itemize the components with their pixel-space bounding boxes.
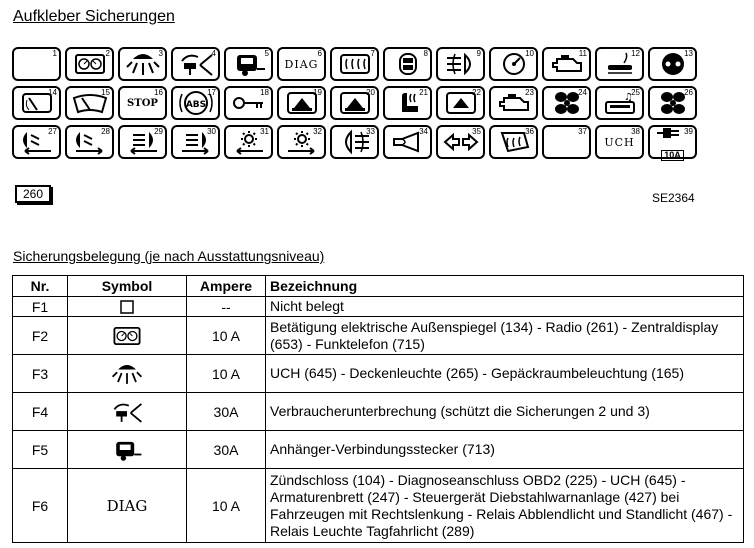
fuse-number: 12 (631, 49, 640, 58)
table-header-row (13, 276, 744, 297)
fuse-number: 27 (48, 127, 57, 136)
fuse-cell (277, 86, 326, 120)
symbol-text: DIAG (106, 496, 148, 515)
fuse-number: 14 (48, 88, 57, 97)
fuse-number: 22 (472, 88, 481, 97)
fuse-cell (65, 47, 114, 81)
fuse-ampere: -- (187, 297, 266, 317)
fuse-cell (330, 47, 379, 81)
fuse-nr: F6 (13, 469, 68, 543)
fuse-cell (648, 86, 697, 120)
fuse-sub-label: 10A (661, 150, 684, 161)
fuse-number: 24 (578, 88, 587, 97)
fuse-nr: F5 (13, 431, 68, 469)
page-title: Aufkleber Sicherungen (13, 8, 175, 25)
fuse-description: Anhänger-Verbindungsstecker (713) (266, 431, 744, 469)
trailer-icon (68, 431, 187, 469)
fuse-number: 34 (419, 127, 428, 136)
fuse-row (12, 125, 700, 159)
fuse-cell (595, 86, 644, 120)
fuse-nr: F3 (13, 355, 68, 393)
fuse-cell (383, 125, 432, 159)
fuse-cell (595, 47, 644, 81)
fuse-description: Betätigung elektrische Außenspiegel (134) - Radio (261) - Zentraldisplay (653) - Funktelefon (715) (266, 317, 744, 355)
fuse-cell (65, 86, 114, 120)
fuse-ampere: 30A (187, 431, 266, 469)
fuse-number: 13 (684, 49, 693, 58)
fuse-description: Zündschloss (104) - Diagnoseanschluss OBD2 (225) - UCH (645) - Armaturenbrett (247) - Steuergerät Diebstahlwarnanlage (427) bei Fahrzeugen mit Rechtslenkung - Relais Abblendlicht und Standlicht (467) - Relais Leuchte Tagfahrlicht (289) (266, 469, 744, 543)
dashboard-icon (68, 317, 187, 355)
fuse-number: 6 (317, 49, 322, 58)
fuse-number: 18 (260, 88, 269, 97)
empty-icon (68, 297, 187, 317)
fuse-cell (277, 47, 326, 81)
fuse-row (12, 86, 700, 120)
rear-defrost-icon (335, 51, 375, 77)
consumer-cutoff-icon (176, 51, 216, 77)
fuse-cell (171, 47, 220, 81)
fuse-cell (436, 47, 485, 81)
fuse-ampere: 30A (187, 393, 266, 431)
table-row (13, 431, 744, 469)
consumer-cutoff-icon (68, 393, 187, 431)
ceiling-light-icon (123, 51, 163, 77)
ceiling-light-icon (68, 355, 187, 393)
immobilizer-icon (388, 51, 428, 77)
fuse-cell (542, 86, 591, 120)
fuse-cell (12, 47, 61, 81)
fuse-number: 16 (154, 88, 163, 97)
fuse-cell (224, 86, 273, 120)
fuse-nr: F2 (13, 317, 68, 355)
fuse-number: 19 (313, 88, 322, 97)
fuse-number: 28 (101, 127, 110, 136)
fuse-number: 30 (207, 127, 216, 136)
fuse-text-label: DIAG (284, 57, 319, 71)
fuse-row (12, 47, 700, 81)
header-ampere: Ampere (187, 276, 266, 297)
fuse-number: 25 (631, 88, 640, 97)
section-title: Sicherungsbelegung (je nach Ausstattungsniveau) (13, 248, 325, 264)
fuse-number: 10 (525, 49, 534, 58)
fuse-cell (12, 125, 61, 159)
fuse-number: 3 (158, 49, 163, 58)
table-row (13, 469, 744, 543)
table-row (13, 355, 744, 393)
fuse-text-label: UCH (604, 135, 635, 149)
table-row (13, 393, 744, 431)
fuse-number: 8 (423, 49, 428, 58)
fuse-number: 20 (366, 88, 375, 97)
header-bezeichnung: Bezeichnung (266, 276, 744, 297)
fuse-cell (65, 125, 114, 159)
fuse-number: 26 (684, 88, 693, 97)
fuse-ampere: 10 A (187, 355, 266, 393)
fuse-cell (648, 125, 697, 159)
fuse-cell (277, 125, 326, 159)
fuse-cell (224, 47, 273, 81)
fuse-cell (118, 125, 167, 159)
fuse-number: 5 (264, 49, 269, 58)
trailer-icon (229, 51, 269, 77)
fuse-ampere: 10 A (187, 317, 266, 355)
fuse-number: 11 (578, 49, 587, 58)
fuse-cell (489, 86, 538, 120)
fuse-cell (648, 47, 697, 81)
fuse-description: Nicht belegt (266, 297, 744, 317)
fuse-nr: F1 (13, 297, 68, 317)
fuse-cell (171, 86, 220, 120)
fuse-cell (330, 125, 379, 159)
fuse-number: 2 (105, 49, 110, 58)
fuse-number: 29 (154, 127, 163, 136)
fuse-cell (118, 86, 167, 120)
reference-code: SE2364 (652, 191, 695, 205)
fuse-number: 39 (684, 127, 693, 136)
fuse-cell (383, 47, 432, 81)
svg-text:♫: ♫ (623, 92, 633, 103)
fuse-cell (436, 86, 485, 120)
fuse-ampere: 10 A (187, 469, 266, 543)
fuse-number: 7 (370, 49, 375, 58)
code-box: 260 (15, 185, 51, 203)
fuse-number: 31 (260, 127, 269, 136)
fuse-cell (489, 47, 538, 81)
fuse-table (12, 275, 744, 543)
fuse-number: 38 (631, 127, 640, 136)
fuse-cell (12, 86, 61, 120)
fuse-label-grid (12, 47, 700, 164)
fuse-number: 33 (366, 127, 375, 136)
fuse-description: Verbraucherunterbrechung (schützt die Sicherungen 2 und 3) (266, 393, 744, 431)
fuse-cell (383, 86, 432, 120)
fuse-cell (330, 86, 379, 120)
svg-text:ABS: ABS (185, 100, 206, 110)
fuse-description: UCH (645) - Deckenleuchte (265) - Gepäckraumbeleuchtung (165) (266, 355, 744, 393)
fuse-cell (118, 47, 167, 81)
header-nr: Nr. (13, 276, 68, 297)
fuse-cell (489, 125, 538, 159)
fuse-number: 1 (52, 49, 57, 58)
fuse-number: 21 (419, 88, 428, 97)
fuse-cell (436, 125, 485, 159)
fuse-cell (542, 47, 591, 81)
dashboard-icon (70, 51, 110, 77)
fuse-cell (224, 125, 273, 159)
fuse-symbol-text (68, 469, 187, 543)
fog-light-icon (441, 51, 481, 77)
fuse-number: 36 (525, 127, 534, 136)
table-row (13, 297, 744, 317)
fuse-number: 9 (476, 49, 481, 58)
header-symbol: Symbol (68, 276, 187, 297)
fuse-nr: F4 (13, 393, 68, 431)
fuse-cell (595, 125, 644, 159)
fuse-number: 17 (207, 88, 216, 97)
fuse-number: 15 (101, 88, 110, 97)
fuse-number: 35 (472, 127, 481, 136)
fuse-cell (542, 125, 591, 159)
fuse-number: 37 (578, 127, 587, 136)
fuse-text-label: STOP (127, 97, 158, 109)
fuse-number: 23 (525, 88, 534, 97)
fuse-number: 4 (211, 49, 216, 58)
fuse-cell (171, 125, 220, 159)
table-row (13, 317, 744, 355)
fuse-number: 32 (313, 127, 322, 136)
